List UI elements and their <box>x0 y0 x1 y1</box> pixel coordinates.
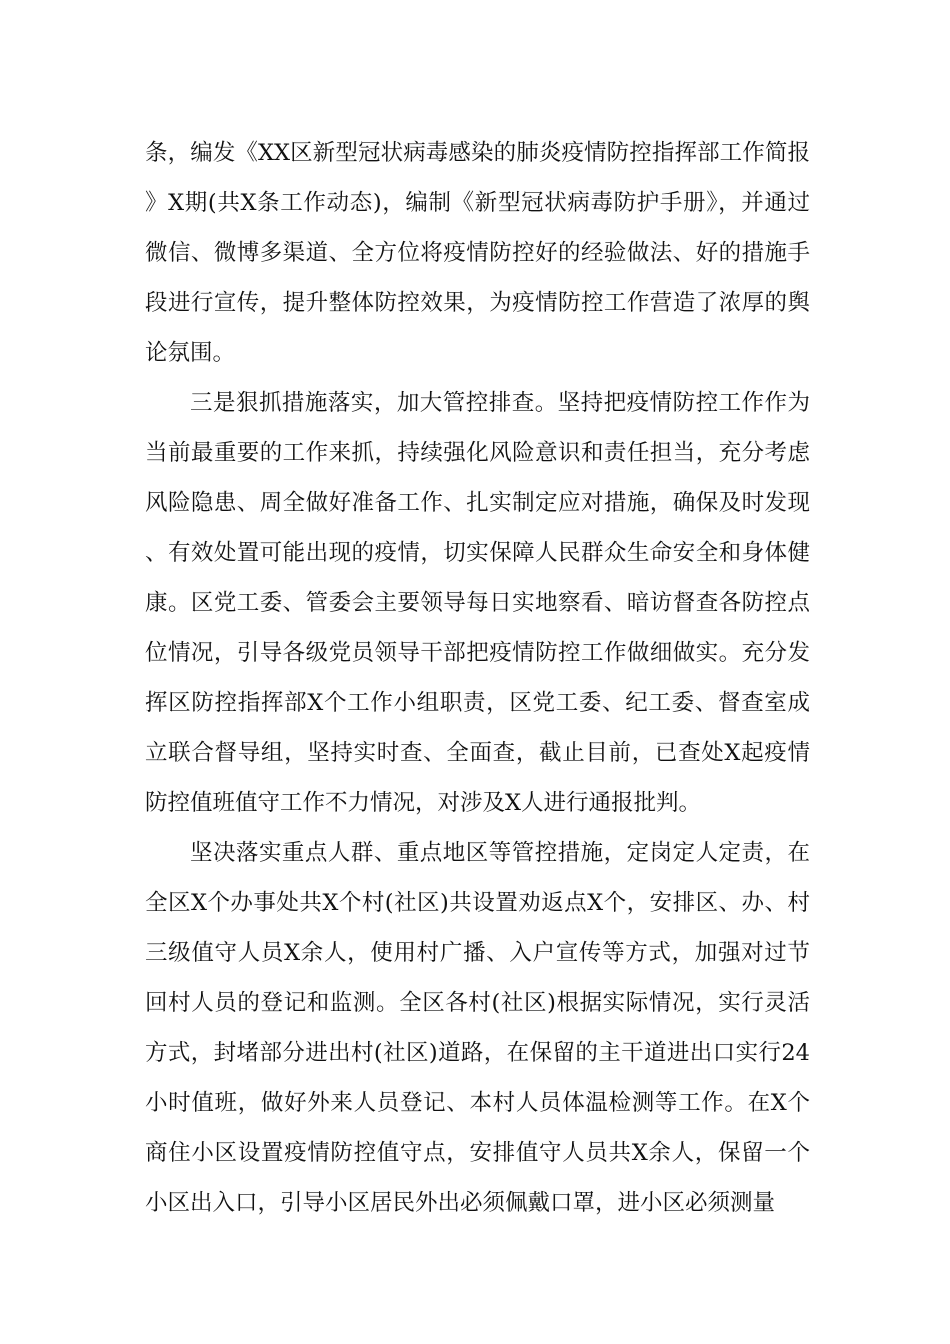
paragraph-1: 条，编发《XX区新型冠状病毒感染的肺炎疫情防控指挥部工作简报》X期(共X条工作动态)，编制《新型冠状病毒防护手册》，并通过微信、微博多渠道、全方位将疫情防控好的经验做法、好的措施手段进行宣传，提升整体防控效果，为疫情防控工作营造了浓厚的舆论氛围。 <box>145 140 810 366</box>
paragraph-2: 三是狠抓措施落实，加大管控排查。坚持把疫情防控工作作为当前最重要的工作来抓，持续强化风险意识和责任担当，充分考虑风险隐患、周全做好准备工作、扎实制定应对措施，确保及时发现、有效处置可能出现的疫情，切实保障人民群众生命安全和身体健康。区党工委、管委会主要领导每日实地察看、暗访督查各防控点位情况，引导各级党员领导干部把疫情防控工作做细做实。充分发挥区防控指挥部X个工作小组职责，区党工委、纪工委、督查室成立联合督导组，坚持实时查、全面查，截止目前，已查处X起疫情防控值班值守工作不力情况，对涉及X人进行通报批判。 <box>145 390 810 816</box>
document-body <box>145 128 810 1228</box>
paragraph-3: 坚决落实重点人群、重点地区等管控措施，定岗定人定责，在全区X个办事处共X个村(社区)共设置劝返点X个，安排区、办、村三级值守人员X余人，使用村广播、入户宣传等方式，加强对过节回村人员的登记和监测。全区各村(社区)根据实际情况，实行灵活方式，封堵部分进出村(社区)道路，在保留的主干道进出口实行24小时值班，做好外来人员登记、本村人员体温检测等工作。在X个商住小区设置疫情防控值守点，安排值守人员共X余人，保留一个小区出入口，引导小区居民外出必须佩戴口罩，进小区必须测量 <box>145 840 810 1216</box>
